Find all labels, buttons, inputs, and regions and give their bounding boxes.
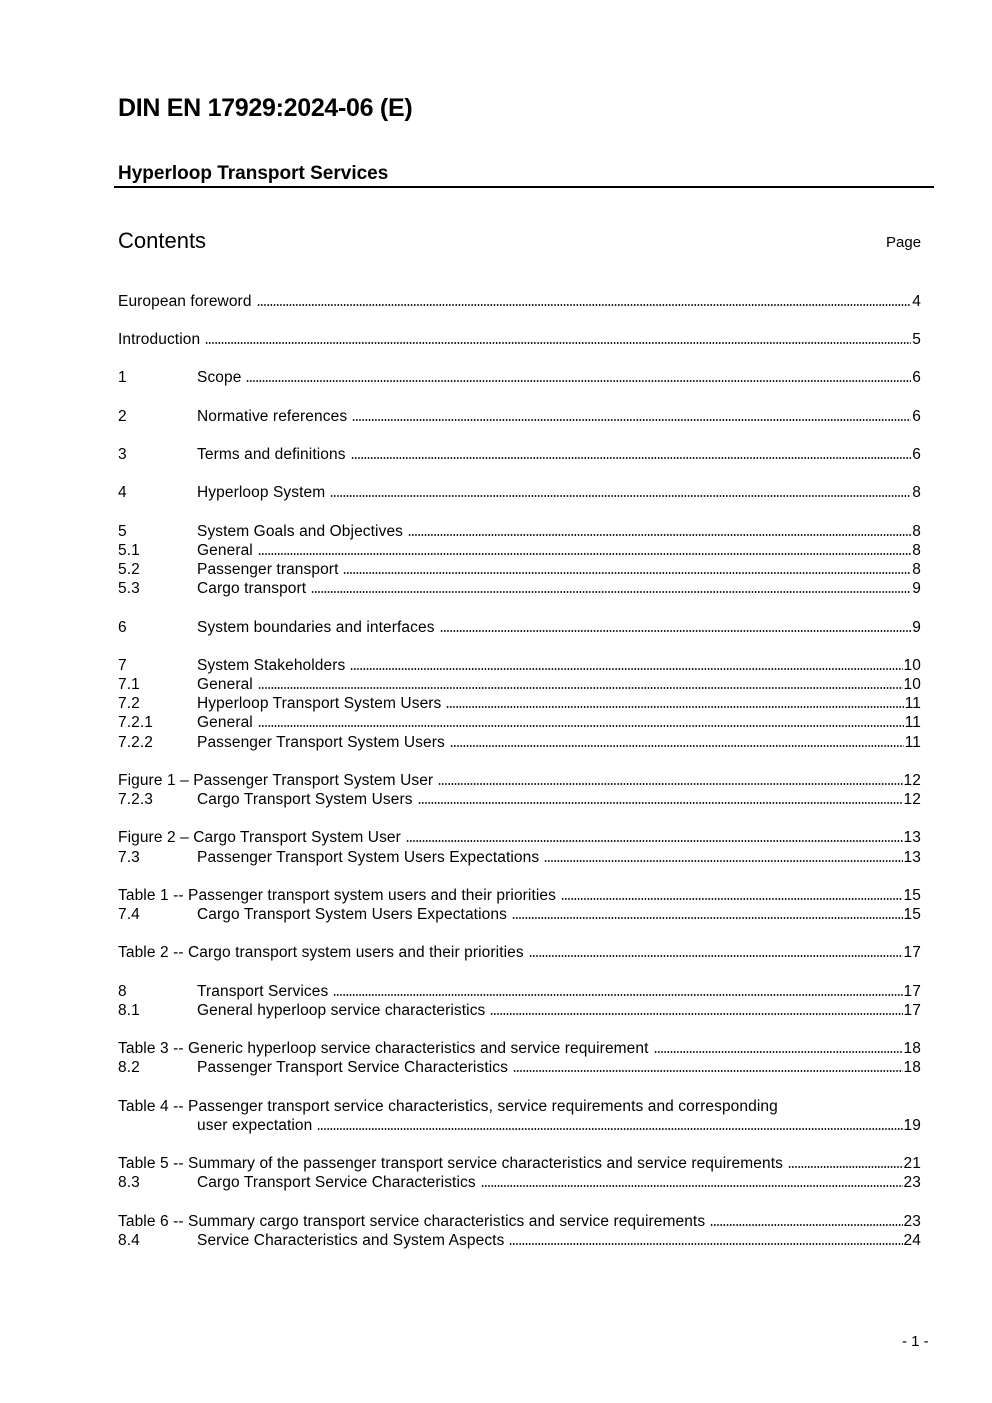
toc-dot-leader — [509, 1242, 902, 1246]
toc-entry-page: 24 — [903, 1232, 921, 1249]
toc-entry-label: Passenger Transport Service Characteristics — [197, 1059, 508, 1076]
toc-entry-page: 15 — [903, 887, 921, 904]
toc-entry[interactable] — [118, 771, 921, 790]
toc-entry-label: Cargo Transport System Users — [197, 791, 413, 808]
toc-entry-page: 11 — [904, 734, 921, 751]
toc-entry-number: 8 — [118, 983, 127, 1000]
toc-entry-page: 10 — [903, 657, 921, 674]
toc-dot-leader — [246, 379, 911, 383]
toc-dot-leader — [450, 744, 904, 748]
toc-entry[interactable] — [118, 1116, 921, 1135]
toc-entry-page: 8 — [912, 561, 921, 578]
toc-entry-number: 5.3 — [118, 580, 140, 597]
toc-entry[interactable] — [118, 1231, 921, 1250]
toc-dot-leader — [490, 1012, 902, 1016]
toc-entry-page: 15 — [903, 906, 921, 923]
toc-entry-page: 18 — [903, 1040, 921, 1057]
toc-entry-label: Hyperloop Transport System Users — [197, 695, 442, 712]
toc-entry-page: 19 — [903, 1117, 921, 1134]
toc-entry[interactable] — [118, 1058, 921, 1077]
toc-entry-page: 8 — [912, 523, 921, 540]
toc-entry[interactable] — [118, 292, 921, 311]
toc-entry[interactable] — [118, 905, 921, 924]
toc-entry-label: Passenger Transport System Users Expectations — [197, 849, 540, 866]
toc-dot-leader — [654, 1050, 903, 1054]
toc-entry[interactable] — [118, 848, 921, 867]
toc-dot-leader — [710, 1223, 902, 1227]
toc-entry-number: 7.4 — [118, 906, 140, 923]
toc-entry-label: Table 5 -- Summary of the passenger transport service characteristics and service requirements — [118, 1155, 783, 1172]
toc-entry-label: Figure 2 – Cargo Transport System User — [118, 829, 401, 846]
toc-entry-label: Terms and definitions — [197, 446, 346, 463]
toc-entry-page: 11 — [904, 695, 921, 712]
toc-entry-page: 6 — [912, 408, 921, 425]
toc-entry-label: Hyperloop System — [197, 484, 326, 501]
toc-entry-label: Cargo transport — [197, 580, 307, 597]
toc-entry-text-line1: Table 4 -- Passenger transport service characteristics, service requirements and corresponding — [118, 1098, 778, 1115]
toc-entry-label: Cargo Transport System Users Expectations — [197, 906, 507, 923]
toc-entry[interactable] — [118, 1173, 921, 1192]
toc-entry[interactable] — [118, 407, 921, 426]
toc-dot-leader — [311, 590, 911, 594]
toc-entry-page: 17 — [903, 944, 921, 961]
toc-entry[interactable] — [118, 1039, 921, 1058]
toc-entry-number: 8.2 — [118, 1059, 140, 1076]
toc-entry-page: 13 — [903, 829, 921, 846]
toc-entry-label: Scope — [197, 369, 242, 386]
toc-dot-leader — [440, 629, 912, 633]
toc-entry[interactable] — [118, 560, 921, 579]
toc-entry-number: 7.2.3 — [118, 791, 153, 808]
toc-entry-page: 11 — [904, 714, 921, 731]
toc-entry-label: Figure 1 – Passenger Transport System User — [118, 772, 434, 789]
toc-entry-number: 8.4 — [118, 1232, 140, 1249]
toc-entry[interactable] — [118, 1154, 921, 1173]
toc-entry-number: 3 — [118, 446, 127, 463]
document-title: Hyperloop Transport Services — [118, 163, 389, 184]
toc-entry-label: Cargo Transport Service Characteristics — [197, 1174, 476, 1191]
toc-entry-page: 17 — [903, 983, 921, 1000]
toc-dot-leader — [343, 571, 911, 575]
toc-entry[interactable] — [118, 541, 921, 560]
toc-dot-leader — [418, 801, 903, 805]
toc-entry-number: 5.2 — [118, 561, 140, 578]
toc-entry-page: 10 — [903, 676, 921, 693]
page-number-footer: - 1 - — [902, 1333, 929, 1350]
toc-dot-leader — [408, 533, 911, 537]
toc-entry-label: Table 6 -- Summary cargo transport service characteristics and service requirements — [118, 1213, 706, 1230]
toc-entry-number: 7.2 — [118, 695, 140, 712]
toc-dot-leader — [529, 954, 903, 958]
toc-dot-leader — [513, 1069, 903, 1073]
toc-dot-leader — [481, 1184, 903, 1188]
toc-entry[interactable] — [118, 368, 921, 387]
toc-entry-label: Table 1 -- Passenger transport system users and their priorities — [118, 887, 557, 904]
toc-entry-number: 8.1 — [118, 1002, 140, 1019]
toc-entry-label: Introduction — [118, 331, 201, 348]
toc-entry-page: 8 — [912, 542, 921, 559]
toc-entry-page: 17 — [903, 1002, 921, 1019]
toc-entry-number: 4 — [118, 484, 127, 501]
toc-dot-leader — [788, 1165, 903, 1169]
toc-entry-number: 5.1 — [118, 542, 140, 559]
toc-entry-page: 23 — [903, 1174, 921, 1191]
toc-entry[interactable] — [118, 694, 921, 713]
toc-entry-label: General — [197, 676, 253, 693]
toc-entry-page: 9 — [912, 619, 921, 636]
toc-entry-page: 9 — [912, 580, 921, 597]
toc-entry[interactable] — [118, 886, 921, 905]
toc-entry[interactable] — [118, 790, 921, 809]
toc-entry[interactable] — [118, 713, 921, 732]
toc-entry-page: 12 — [903, 791, 921, 808]
toc-entry-label: Table 2 -- Cargo transport system users and their priorities — [118, 944, 524, 961]
toc-dot-leader — [330, 494, 911, 498]
toc-entry-page: 6 — [912, 446, 921, 463]
title-underline — [114, 186, 934, 188]
toc-dot-leader — [446, 705, 903, 709]
toc-dot-leader — [317, 1127, 902, 1131]
toc-entry-page: 4 — [912, 293, 921, 310]
toc-entry[interactable] — [118, 330, 921, 349]
toc-dot-leader — [205, 341, 911, 345]
toc-entry-label: General — [197, 542, 253, 559]
toc-dot-leader — [257, 303, 912, 307]
toc-entry-number: 2 — [118, 408, 127, 425]
toc-entry[interactable] — [118, 675, 921, 694]
toc-dot-leader — [438, 782, 902, 786]
toc-dot-leader — [512, 916, 903, 920]
toc-entry-number: 7.2.2 — [118, 734, 153, 751]
toc-dot-leader — [352, 418, 911, 422]
toc-entry-label: Table 3 -- Generic hyperloop service characteristics and service requirement — [118, 1040, 649, 1057]
toc-entry[interactable] — [118, 483, 921, 502]
page-column-label: Page — [886, 234, 922, 251]
toc-entry-label: European foreword — [118, 293, 252, 310]
toc-dot-leader — [561, 897, 903, 901]
toc-entry-page: 21 — [903, 1155, 921, 1172]
toc-dot-leader — [406, 839, 903, 843]
toc-entry-page: 13 — [903, 849, 921, 866]
contents-heading: Contents — [118, 228, 207, 253]
toc-entry-label: Passenger Transport System Users — [197, 734, 445, 751]
toc-entry[interactable] — [118, 522, 921, 541]
toc-entry-label: General — [197, 714, 253, 731]
toc-dot-leader — [333, 993, 902, 997]
toc-entry-page: 8 — [912, 484, 921, 501]
toc-entry-number: 1 — [118, 369, 127, 386]
toc-entry-page: 23 — [903, 1213, 921, 1230]
toc-entry[interactable] — [118, 1212, 921, 1231]
toc-entry-label: Transport Services — [197, 983, 329, 1000]
toc-entry[interactable] — [118, 943, 921, 962]
toc-entry-label: General hyperloop service characteristics — [197, 1002, 486, 1019]
toc-entry-page: 12 — [903, 772, 921, 789]
toc-entry[interactable] — [118, 828, 921, 847]
toc-entry-page: 6 — [912, 369, 921, 386]
toc-entry[interactable] — [118, 982, 921, 1001]
toc-entry-number: 6 — [118, 619, 127, 636]
toc-dot-leader — [350, 667, 902, 671]
toc-entry-label: System Stakeholders — [197, 657, 346, 674]
toc-entry[interactable] — [118, 733, 921, 752]
toc-dot-leader — [544, 859, 902, 863]
toc-entry-label: System Goals and Objectives — [197, 523, 404, 540]
toc-entry-page: 18 — [903, 1059, 921, 1076]
toc-entry-number: 7 — [118, 657, 127, 674]
toc-entry-page: 5 — [912, 331, 921, 348]
toc-entry-number: 7.3 — [118, 849, 140, 866]
toc-entry[interactable] — [118, 445, 921, 464]
toc-entry[interactable] — [118, 579, 921, 598]
toc-dot-leader — [258, 686, 903, 690]
toc-entry-label: Passenger transport — [197, 561, 339, 578]
document-id: DIN EN 17929:2024-06 (E) — [118, 94, 413, 122]
toc-entry-number: 7.2.1 — [118, 714, 153, 731]
toc-entry-label: Service Characteristics and System Aspects — [197, 1232, 505, 1249]
toc-entry-label: user expectation — [197, 1117, 313, 1134]
toc-entry-number: 8.3 — [118, 1174, 140, 1191]
toc-dot-leader — [258, 552, 911, 556]
toc-entry-number: 5 — [118, 523, 127, 540]
toc-entry-label: Normative references — [197, 408, 348, 425]
toc-entry[interactable] — [118, 656, 921, 675]
toc-entry[interactable] — [118, 1001, 921, 1020]
toc-entry[interactable] — [118, 618, 921, 637]
toc-dot-leader — [258, 724, 904, 728]
toc-dot-leader — [351, 456, 912, 460]
toc-entry-number: 7.1 — [118, 676, 140, 693]
toc-entry-label: System boundaries and interfaces — [197, 619, 435, 636]
